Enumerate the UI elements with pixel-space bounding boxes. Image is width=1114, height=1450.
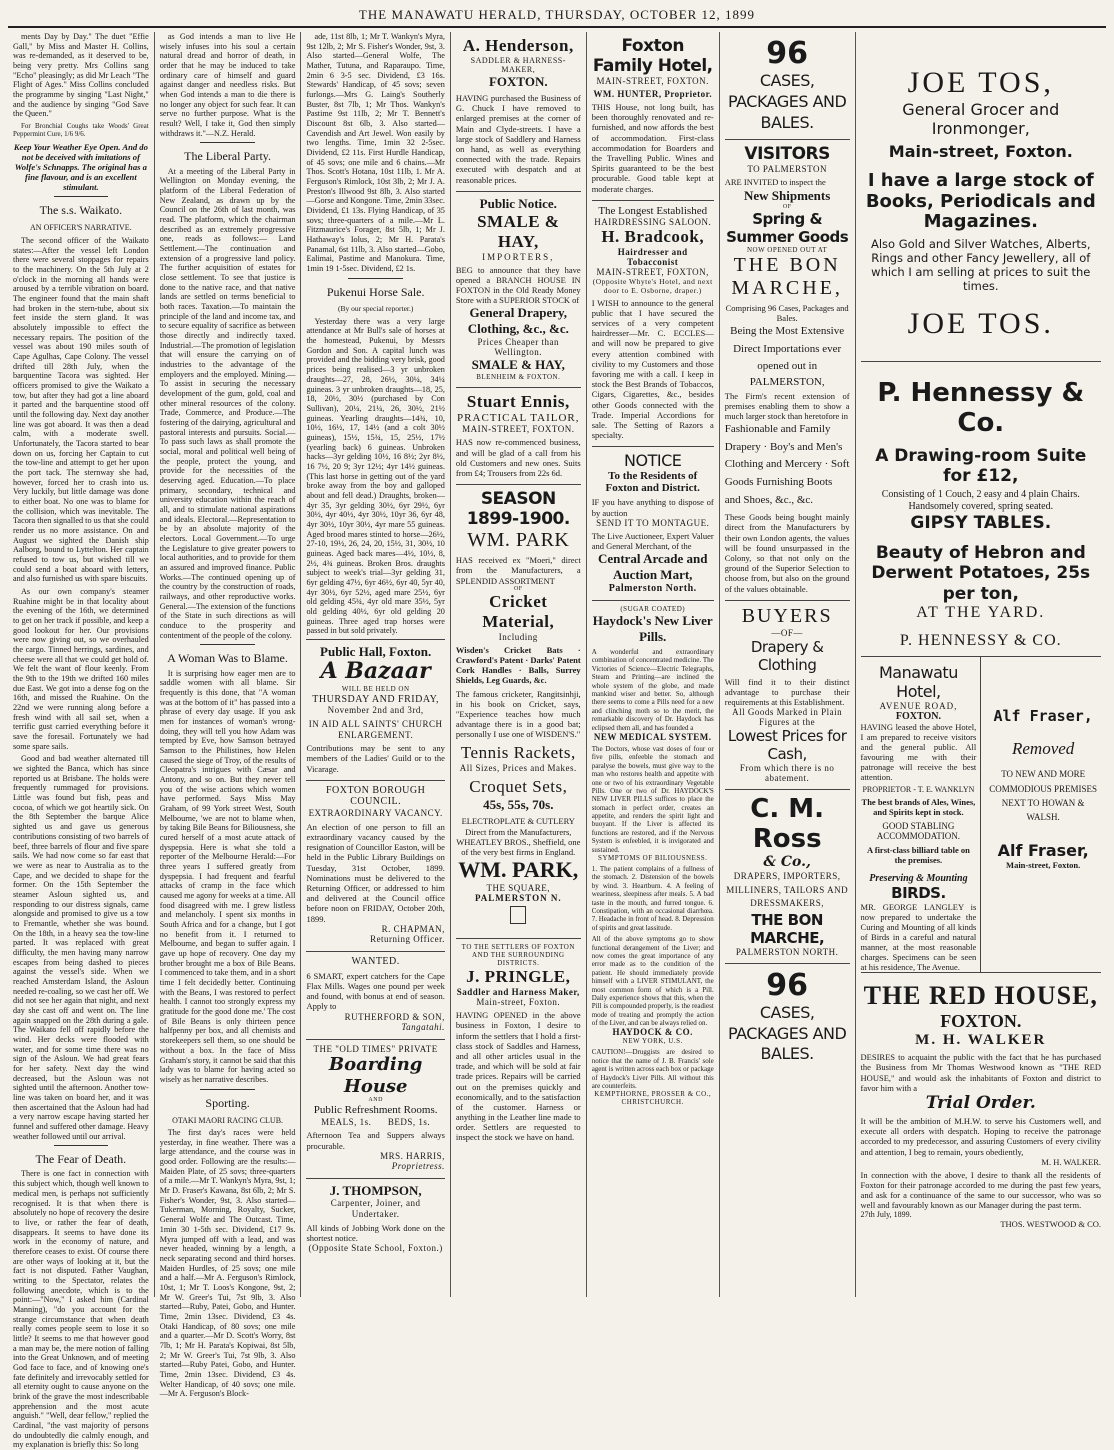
divider: [54, 1145, 108, 1146]
ad-text: New Shipments: [743, 187, 831, 203]
ad-signature: MRS. HARRIS,: [380, 1150, 445, 1161]
column-7: [856, 32, 1106, 1297]
ad-text: THE "OLD TIMES" PRIVATE: [313, 1043, 438, 1054]
ad-text: Hairdresser and Tobacconist: [617, 246, 688, 267]
ad-text: SADDLER & HARNESS-MAKER,: [470, 56, 566, 74]
ad-headline: BIRDS.: [891, 884, 946, 903]
ad-headline: GIPSY TABLES.: [910, 513, 1052, 534]
ad-text: PALMERSTON,: [749, 375, 825, 388]
ad-joe-tos: [861, 32, 1101, 362]
ad-text: WILL BE HELD ON: [341, 685, 410, 694]
article-text: as God intends a man to live He wisely infuses into his soul a certain natural dread and horror of death, in order that he may be induced to take ordinary care of himself and guard against danger and needless risks. But when God intends a man to die there is no longer any object for such fear. It can serve no further purpose. What is the result? Well, I take it, God then simply withdraws it."—N.Z. Herald.: [159, 32, 296, 138]
ad-text: MAIN-STREET, FOXTON,: [596, 266, 709, 277]
ad-text: OF: [782, 203, 792, 210]
ad-text: Public Refreshment Rooms.: [313, 1103, 438, 1116]
article-headline: The Liberal Party.: [184, 149, 271, 164]
ad-text: (Opposite State School, Foxton.): [308, 1243, 443, 1253]
article-subheadline: OTAKI MAORI RACING CLUB.: [172, 1115, 284, 1125]
ad-text: A first-class billiard table on the premises.: [866, 845, 970, 866]
ad-text: GOOD STABLING ACCOMMODATION.: [876, 821, 961, 842]
ad-buyers: [725, 601, 850, 791]
ad-body: In connection with the above, I desire to thank all the residents of Foxton for their patronage accorded to me during the past few years, and ask for a continuance of the same to our successor, who was so well and favourably known as our Manager during the past term.: [860, 1169, 1102, 1211]
ad-headline: Beauty of Hebron and Derwent Potatoes, 25s per ton,: [871, 543, 1091, 604]
ad-title: J. PRINGLE,: [466, 967, 571, 987]
ad-headline: Trial Order.: [925, 1092, 1036, 1113]
ad-headline: The Longest Established: [598, 204, 708, 217]
ad-boarding-house: [306, 1040, 444, 1179]
ad-headline: EXTRAORDINARY VACANCY.: [308, 808, 443, 819]
ad-body: Will find it to their distinct advantage to purchase their requirements at this Establishment.: [724, 676, 850, 708]
ad-foxton-family-hotel: [592, 32, 714, 201]
ad-text: MEALS, 1s. BEDS, 1s.: [321, 1116, 431, 1127]
ad-headline: Removed: [1011, 739, 1075, 759]
ad-title: JOE TOS.: [907, 307, 1054, 341]
ad-signature: THOS. WESTWOOD & CO.: [1000, 1219, 1102, 1230]
ad-text: (Opposite Whyte's Hotel, and next door to E. Osborne, draper.): [592, 276, 713, 295]
column-4: [451, 32, 587, 1297]
ad-title: SMALE & HAY,: [477, 211, 560, 251]
ad-text: BLENHEIM & FOXTON.: [476, 373, 561, 382]
ad-signature: Returning Officer.: [370, 934, 445, 945]
ad-title: Haydock's New Liver Pills.: [592, 613, 713, 645]
ad-text: The best brands of Ales, Wines, and Spirits kept in stock.: [861, 797, 976, 818]
column-3: [301, 32, 450, 1297]
ad-text: Saddler and Harness Maker,: [456, 987, 580, 998]
ad-96-cases-bottom: [725, 964, 850, 1071]
ad-text: SEND IT TO MONTAGUE.: [596, 517, 710, 528]
ad-text: NEW YORK, U.S.: [622, 1037, 683, 1046]
ad-signature: RUTHERFORD & SON,: [344, 1011, 445, 1022]
article-text: The first day's races were held yesterday, in fine weather. There was a large attendance, and the course was in good order. Following are the results:— Maiden Plate, of 25 sovs; three-quarters of a mile.—Mr T. Wankyn's Myra, 9st, 1; Mr D. Fraser's Kawana, 8st 6lb, 2; Mr S. Fisher's Wonder, 9st, 3. Also started—Tukerman, Morning, Royalty, Sucker, General Wolfe and The Outcast. Time, 1min 30 1-5th sec. Dividend, £17 9s. Myra jumped off with a lead, and was never headed, winning by a length, a neck separating second and third horses. Maiden Hurdles, of 25 sovs; one mile and a half.—Mr A. Ferguson's Rimlock, 10st, 1; Mr T. Loos's Kongone, 9st, 2; Mr W. Greer's Tui, 7st 9lb, 3. Also started—Ruby, Patei, Gobo, and Hunter. Time, 2min 13sec. Dividend, £3 4s. Otaki Handicap, of 80 sovs; one mile and a quarter.—Mr D. Scott's Worry, 8st 7lb, 1; Mr H. Parata's Kopiwai, 8st 5lb, 2; Mr W. Greer's Tui, 7st 9lb, 3. Also started—Ruby Patei, Gobo, and Hunter. Time, 2min 13sec. Dividend, £3 4s. Welter Handicap, of 40 sovs; one mile.—Mr A. Ferguson's Block-: [159, 1128, 296, 1399]
ad-signature: KEMPTHORNE, PROSSER & CO., CHRISTCHURCH.: [594, 1090, 712, 1107]
ad-headline: BUYERS: [741, 604, 833, 627]
article-headline: A Woman Was to Blame.: [167, 651, 288, 666]
ad-text: HAIRDRESSING SALOON.: [594, 216, 712, 227]
ad-body: Wisden's Cricket Bats · Crawford's Patent · Darks' Patent Cork Handles · Balls, Surrey Shields, Leg Guards, &c.: [455, 644, 581, 686]
ad-text: FOXTON.: [895, 711, 941, 723]
ad-text: PROPRIETOR - T. E. WANKLYN: [862, 785, 975, 795]
ad-hennessy: [861, 362, 1101, 657]
ad-text: NOW OPENED OUT AT: [746, 245, 828, 254]
ad-text: FOXTON.: [940, 1011, 1022, 1032]
ad-body: The famous cricketer, Rangitsinhji, in his book on Cricket, says, "Experience teaches how much advantage there is in a good bat; personally I use one of WISDEN'S.": [455, 688, 581, 740]
ad-wanted: [306, 952, 444, 1040]
ad-headline: NOTICE: [624, 451, 682, 471]
ad-text: FOXTON.: [488, 74, 548, 89]
ad-body: A wonderful and extraordinary combination of concentrated medicine. The Victories of Science—Electric Telegraphs, Steam and Printing—are inclined the whole system of the globe, and made mankind wiser and better. So, although there seems to come a Pills need for a new and clinching moth so to the merit, the remarkable discovery of Dr. Haydock has eclipsed them all, and has founded a: [591, 648, 714, 732]
columns: [8, 32, 1106, 1450]
article-text: Good and bad weather alternated till we sighted the Banca, which has since reported us at Brisbane. The holds were frequently rummaged for provisions. Little was found but fish, peas and cocoa, of which we got heartily sick. On the 8th September the barque Alice sighted us and gave us generous contributions consisting of two barrels of beef, three barrels of flour and five spare sails. We had now come so far east that we were as near to Australia as to the Cape, and we decided to shape for the former. On the 15th September the steamer Asloun sighted us, and responding to our distress signals, came alongside and promised to give us a tow to Fremantle, whether she was bound. On the 18th, in a heavy sea the tow-line parted. It was replaced with great difficulty, the men having many narrow escapes from being dashed to pieces against the vessel's side. When we reached Amsterdam Island, the Asloun needed re-coaling, so we cast her off. We did not see her again that night, and next day she cast off and went on. The line again snapped on the 28th during a gale. The Waikato fell off rapidly before the wind. Her decks were flooded with water, and for some time there was no sign of the Asloun. We had great fears for her safety. Next day the wind decreased, but the Asloun was not sighted until the afternoon. Another tow-line was taken on board her, and it was then ascertained that the Asloun had had a very narrow escape having started her funnel and suffered other damage. Heavy weather followed until our arrival.: [13, 754, 149, 1141]
ad-text: MAIN-STREET, FOXTON.: [462, 424, 575, 435]
ad-title: Stuart Ennis,: [466, 392, 570, 412]
ad-stuart-ennis: [456, 388, 581, 485]
ad-title: WM. PARK,: [458, 857, 579, 883]
ad-headline: A Bazaar: [320, 658, 431, 685]
ad-body: TO NEW AND MORE COMMODIOUS PREMISES NEXT TO HOWAN & WALSH.: [989, 769, 1098, 823]
ad-text: Including: [498, 631, 538, 642]
ad-body: HAS now re-commenced business, and will be glad of a call from his old Customers and new ones. Suits from £4; Trousers from 22s 6d.: [455, 437, 581, 478]
ad-title: H. Bradcook,: [601, 226, 705, 246]
ad-text: CASES, PACKAGES AND BALES.: [727, 71, 847, 132]
ad-body: DESIRES to acquaint the public with the fact that he has purchased the Business from Mr Thomas Westwood known as "THE RED HOUSE," and would ask the inhabitants of Foxton and district to favor him with a: [860, 1052, 1102, 1093]
ad-text: General Drapery, Clothing, &c., &c.: [467, 305, 569, 337]
column-1: [8, 32, 155, 1450]
ad-body: The Firm's recent extension of premises enabling them to show a much larger stock than heretofore in: [724, 390, 850, 422]
ad-text: & Co.,: [763, 854, 811, 871]
ad-body: 1. The patient complains of a fullness of the stomach. 2. Distension of the bowels by wind. 3. Heartburn. 4. A feeling of weariness, sleepiness after meals. 5. A bad taste in the mouth, and furred tongue. 6. Constipation, with an occasional diarrhœa. 7. Headache in front of head. 8. Depression of spirits and great lassitude.: [591, 865, 714, 932]
ad-borough-council: [306, 781, 444, 952]
article-text: It is surprising how eager men are to saddle women with all blame. Sir frequently is this done, that "A woman was at the bottom of it" has passed into a phrase of every day usage. If you ask men for instances of woman's wrong-doing, they will tell you how Adam was tempted by Eve, how Samson betrayed Samson to the Philistines, how Helen caused the siege of Troy, of the results of Cleopatra's intrigues with Cæsar and Antony, and so on. But they never tell you of the wise actions which women have performed. Says Miss May Graham, of 99 York street West, South Melbourne, 'we are not to blame when, by taking Bile Beans for Biliousness, she cured herself of a most acute attack of dyspepsia. Here is what she told a reporter of the Melbourne Herald:—For three years I suffered greatly from dyspepsia. I had frequent and fearful attacks of cramp in the face which caused me agony for weeks at a time. All food disagreed with me. I grew listless and melancholy. I spent six months in South Africa and for a change, but I got no benefit from it. I returned to Melbourne, and began to suffer again. I gave up hope of recovery. One day my brother brought me a box of Bile Beans. I commenced to take them, and in a short time I felt decidedly better. Continuing with the Beans, I was restored to perfect health. I cannot too strongly express my gratitude for the good done me.' The cost of Bile Beans is only thirteen pence halfpenny per box, and all chemists and storekeepers sell them, so one should be without a box. In the face of Miss Graham's story, it cannot be said that this lady was to blame for having acted so wisely as her narrative describes.: [159, 668, 296, 1084]
ad-body: HAVING purchased the Business of G. Chuck I have removed to enlarged premises at the corner of Main and Clyde-streets. I have a large stock of Saddlery and Harness on hand, as well as everything connected with the trade. Repairs executed with despatch and at reasonable prices.: [455, 93, 581, 185]
ad-body: BEG to announce that they have opened a BRANCH HOUSE IN FOXTON in the Old Ready Money Store with a SUPERIOR STOCK of: [455, 264, 581, 306]
ad-body: All of the above symptoms go to show functional derangement of the Liver; and now comes the great importance of any error made as to the condition of the patient. He should immediately provide himself with a LIVER STIMULANT, the most common form of which is a Pill. Daily experience shows that this, when the Pill is compounded properly, is the readiest mode of treating and promptly the action of the Liver, and can be always relied on.: [591, 935, 714, 1028]
ad-body: I WISH to announce to the general public that I have secured the services of a very competent hairdresser—Mr. C. ECCLES—and will now be prepared to give every attention combined with civility to my Customers and those favoring me with a call. I keep in stock the Best Brands of Tobaccos, Cigars, Cigarettes, &c., besides other Goods connected with the Trade. Imperial Accordions for sale. The Setting of Razors a specialty.: [591, 297, 714, 441]
ad-text: General Grocer and Ironmonger,: [902, 100, 1060, 138]
ad-text: —OF—: [771, 627, 803, 638]
article-text: The second officer of the Waikato states:—After the vessel left London there were several stoppages for repairs to the machinery. On the 5th July at 2 o'clock in the morning all hands were aroused by a terrible vibration on board. The engineer found that the main shaft had broken in the stern-tube, about six feet inside the stern gland. It was absolutely impossible to effect the necessary repairs. The position of the vessel was about 190 miles south of Cape Agulhas, Cape Colony. The vessel drifted till 28th July, when the barquentine Tacora was sighted. Her officers promised to give the Waikato a tow, but after they had got a line aboard it parted and the barquentine stood off until the following day. Next day another line was got aboard. It was then a dead calm, with a moderate swell. Unfortunately, the Tacora started to bear down on us, forcing her Captain to cut the tow-line and attempt to get her upon the port tack. The sternway she had, however, forced her to crash into us. Very luckily, but little damage was done to either boat. No one was to blame for the collision, which was inevitable. The Tacora then signalled to us that she could render us no more assistance. On and August we sighted the Danish ship Aalborg, bound to Lyttelton. Her captain refused to tow us, but wished till we could send a boat aboard with letters, and also furnished us with spare biscuits.: [13, 235, 149, 584]
ad-henderson: [456, 32, 581, 192]
article-text: Yesterday there was a very large attendance at Mr Bull's sale of horses at the homestead, Pukenui, by Messrs Gordon and Son. A capital lunch was provided and the bidding very brisk, good prices being realised—3 yr unbroken draughts—27, 28, 26½, 30¼, 34¼ guineas. 3 yr unbroken draughts—18, 25, 18, 20½, 30½ (purchased by Con Sullivan), 20¼, 21¼, 26, 30½, 21½ guineas. Yearling draughts—14¾, 10, 10½, 16½, 17, 14½ (and a colt 30½ guineas), 15½, 15¾, 15, 25½, 17½ (yearling back) 6 guineas. Unbroken hacks—3yr gelding 10½, 16 8½; 2yr 8½, 16 7½, 20 9; 3yr 12½; 4yr 14½ guineas. (This last horse in getting out of the yard broke away from the boy and galloped about and fell dead.) Draughts, broken—4yr 35, 3yr gelding 30½, 6yr 29½, 6yr 30½, 4yr 40½, 4yr 30½, 10yr 36, 6yr 48, 4yr 30½, 10yr 30½, 4yr mare 55 guineas. Aged brood mares stinted to horse—26½, 27-10, 19½, 26, 24, 20, 15½, 31, 30½, 10 guineas. Aged back mares—4½, 10½, 8, 2½, 4¾ guineas. Broken Bros. draughts subject to week's trial—3yr gelding 31, 6yr gelding 47½, 6yr 46½, 6yr 40, 5yr 40, 4yr 30½, 6yr 52½, aged mare 25½, 6yr old gelding 45¾, 4yr old mare 35½, 5yr old gelding 40½, 6yr old gelding 20 guineas. Three aged trap horses were passed in but sold privately.: [306, 316, 445, 636]
ad-body: MR. GEORGE LANGLEY is now prepared to undertake the Curing and Mounting of all kinds of Birds in a careful and natural manner, at the most reasonable charges. Specimens can be seen at his residence, The Avenue.: [860, 902, 977, 973]
ad-body: Comprising 96 Cases, Packages and Bales.: [725, 302, 849, 323]
ad-signature: Proprietress.: [391, 1161, 445, 1172]
ad-text: All Goods Marked in Plain Figures at the: [732, 707, 843, 728]
article-headline: The Fear of Death.: [35, 1152, 127, 1167]
ad-text: AVENUE ROAD,: [879, 701, 958, 712]
ad-headline: SEASON 1899-1900.: [466, 489, 570, 530]
ad-text: 45s, 55s, 70s.: [483, 797, 554, 813]
divider: [200, 1089, 254, 1090]
ad-text: TO PALMERSTON: [747, 164, 827, 175]
ad-text: SYMPTOMS OF BILIOUSNESS.: [598, 854, 708, 863]
ad-body: All kinds of Jobbing Work done on the shortest notice.: [306, 1222, 445, 1243]
ad-title: P. HENNESSY & CO.: [899, 632, 1062, 650]
ad-text: PALMERSTON NORTH.: [735, 946, 839, 957]
masthead-title: THE MANAWATU HERALD, THURSDAY, OCTOBER 12, 1899: [358, 7, 756, 22]
ad-text: CASES, PACKAGES AND BALES.: [727, 1002, 847, 1064]
article-headline: Pukenui Horse Sale.: [326, 284, 425, 299]
article-text: As our own company's steamer Ruahine might be in that locality about the evening of the 16th, we determined to get on her track if possible, and keep a good lookout for her. Our provisions were now giving out, so we overhauled the cargo. Tinned herrings, sardines, and cheese were all that we could get hold of. We felt the want of flour keenly. From the 9th to the 19th we drifted 160 miles due East. We got into a dense fog on the 16th, and missed the Ruahine. On the 22nd we were running along before a fresh wind with all sail set, when a terrific gust carried everything before it save the foresail. Fortunately we had some spare sails.: [13, 587, 149, 751]
ad-body: HAVING leased the above Hotel, I am prepared to receive visitors and the general public. All favouring me with their patronage will receive the best attention.: [860, 722, 977, 783]
ad-title: WANTED.: [351, 955, 400, 967]
ad-body: HAS received ex "Moeri," direct from the Manufacturers, a SPLENDID ASSORTMENT: [455, 555, 581, 586]
ad-headline: Drapery & Clothing: [750, 637, 824, 674]
ad-text: To the Residents of Foxton and District.: [605, 470, 700, 495]
article-text: There is one fact in connection with this subject which, though well known to medical men, is perhaps not sufficiently recognised. It is that when there is absolutely no hope of recovery the desire to live, or rather the fear of death, disappears. It seems to have done its work in the economy of nature, and therefore ceases to exist. Of course there are other ways of looking at it, but the fact is not disputed. Father Vaughan, writing to the Spectator, relates the following anecdote, which is to the point:—"Now," I asked him (Cardinal Manning), "do you account for the strange circumstance that when death really comes people seem to lose it so little? It seems to me that however good a man may be, the mere notion of falling into the Great Unknown, and of meeting God face to face, and of knowing one's fate definitely and irrevocably settled for all eternity ought to cause anyone on the brink of the grave the most indescribable apprehension and the most acute anguish." "Well, dear fellow," replied the Cardinal, "the vast majority of persons do undoubtedly die calmly enough, and my explanation is briefly this: So long: [13, 1169, 149, 1450]
ad-headline: Boarding House: [328, 1054, 423, 1097]
ad-date: 27th July, 1899.: [860, 1210, 912, 1220]
ad-title: SMALE & HAY,: [471, 357, 565, 373]
ad-alf-fraser: [981, 657, 1101, 972]
ad-cm-ross: [725, 790, 850, 964]
article-text: At a meeting of the Liberal Party in Wellington on Monday evening, the platform of the Liberal Federation of New Zealand, as drawn up by the Council on the 26th of last month, was read. The platform, which the chairman described as an extremely progressive one, reads as follows:— Land Settlement.—The continuation and extension of a progressive land policy. The further acquisition of estates for close settlement. To see that justice is done to the native race, and that native lands are settled on terms beneficial to both races. Taxation.—To maintain the principle of the land and income tax, and to secure equality of sacrifice as between those directly and indirectly taxed. Industrial.—The promotion of legislation that will ensure the carrying on of industries to the advantage of the employers and the employed. Mining.—To assist in securing the necessary development of the gum, gold, coal and other mineral resources of the colony. Trade, Commerce, and Produce.—The fostering of the dairying, agricultural and pastoral interests and pursuits. Social.—To pass such laws as shall promote the social, moral and political well being of the people, protect the young, and provide for the necessities of the deserving aged. Education.—To place primary, secondary, technical and university education within the reach of all, and to stimulate national aspirations and ideals. Electoral.—Representation to be by an absolute majority of the electors. Local Government.—To urge the Legislature to give greater powers to local authorities, and to provide for them an assured and improved finance. Public Works.—The continued opening up of the country by the construction of roads, railways, and other reproductive works. General.—The extension of the functions of the State in such directions as will conduce to the prosperity and contentment of the people of the colony.: [159, 166, 296, 640]
ad-body: Contributions may be sent to any members of the Ladies' Guild or to the Vicarage.: [306, 743, 445, 774]
ad-bradcook: [592, 201, 714, 448]
ad-headline: Preserving & Mounting: [869, 873, 968, 885]
ad-text: M. H. WALKER: [915, 1032, 1047, 1049]
ad-headline: Croquet Sets,: [469, 777, 568, 797]
article-text: ade, 11st 8lb, 1; Mr T. Wankyn's Myra, 9st 12lb, 2; Mr S. Fisher's Wonder, 9st, 3. Also started—General Wolfe, The Mather, Tutuna, and Raparaupo. Time, 2min 6 3-5 sec. Dividend, £3 16s. Stewards' Handicap, of 45 sovs; seven furlongs.—Mrs G. Laing's Southerly Buster, 8st 7lb, 1; Mr Thos. Wankyn's Pastime 9st 11lb, 2; Mr T. Bennett's Discount 8st 6lb, 3. Also started—Cavendish and Art Jewel. Won easily by two lengths. Time, 1min 32 2-5sec. Dividend, £2 11s. First Hurdle Handicap, of 45 sovs; one mile and 6 chains.—Mr Thos. Scott's Hotana, 10st 11lb, 1. Mr A. Ferguson's Rimlock, 10st 3lb, 2; Mr J. A. Preston's Illwood 9st 8lb, 3. Also started—Gorse and Kongone. Time, 2min 33sec. Dividend, £1 13s. Flying Handicap, of 35 sovs; three-quarters of a mile.—Mr L. Fitzmaurice's Forager, 8st 5lb, 1; Mr J. Hathaway's Iolus, 2; Mr H. Parata's Panamal, 6st 11lb, 3. Also started—Gobo, Ealimai, Pastime and Manokura. Time, 1min 19 1-5sec. Dividend, £2 1s.: [306, 32, 445, 274]
ad-text: NEW MEDICAL SYSTEM.: [593, 731, 712, 742]
ad-96-cases-top: [725, 32, 850, 140]
ad-title: WM. PARK: [467, 529, 570, 552]
column-2: [155, 32, 302, 1399]
ad-headline: Cricket Material,: [482, 591, 555, 631]
ad-text: Main-street, Foxton.: [476, 997, 561, 1008]
masthead: [8, 4, 1106, 28]
ad-haydock-pills: [592, 601, 714, 1112]
ad-headline: VISITORS: [744, 144, 830, 165]
ad-text: TO THE SETTLERS OF FOXTON AND THE SURROUNDING DISTRICTS.: [461, 943, 575, 968]
ad-headline: THE BON MARCHE,: [750, 910, 825, 947]
ad-text: THE SQUARE,: [486, 883, 551, 894]
divider: [200, 644, 254, 645]
ad-signature: M. H. WALKER.: [1041, 1156, 1102, 1167]
ad-text: MAIN-STREET, FOXTON.: [596, 76, 709, 86]
ad-title: Manawatu Hotel,: [878, 663, 958, 702]
ad-number: 96: [766, 36, 809, 71]
ad-text: Being the Most Extensive Direct Importations ever opened out in: [730, 324, 845, 373]
ad-title: Foxton Family Hotel,: [592, 36, 713, 76]
ad-body: Also Gold and Silver Watches, Alberts, Rings and other Fancy Jewellery, all of which I am selling at prices to suit the times.: [870, 237, 1091, 294]
ad-body: 6 SMART, expert catchers for the Cape Flax Mills. Wages one pound per week and found, with bonus at end of season. Apply to: [306, 970, 445, 1012]
ad-title: J. THOMPSON,: [329, 1183, 422, 1199]
ad-wm-park-cricket: [456, 485, 581, 939]
ad-headline: I have a large stock of Books, Periodicals and Magazines.: [865, 170, 1096, 233]
article-headline: The s.s. Waikato.: [39, 203, 123, 218]
ad-title: THE BON MARCHE,: [731, 253, 843, 299]
ad-text: Carpenter, Joiner, and Undertaker.: [330, 1198, 421, 1220]
ad-text: Prices Cheaper than Wellington.: [477, 337, 560, 358]
divider: [200, 142, 254, 143]
ad-red-house: [861, 972, 1101, 1235]
ad-text: THURSDAY AND FRIDAY,: [312, 693, 440, 705]
ad-body: ELECTROPLATE & CUTLERY Direct from the Manufacturers, WHEATLEY BROS., Sheffield, one of the very best firms in England.: [456, 816, 581, 857]
ad-title: A. Henderson,: [462, 36, 574, 55]
ad-title: FOXTON BOROUGH COUNCIL.: [326, 784, 426, 808]
ad-bazaar: [306, 639, 444, 781]
ad-title: JOE TOS,: [907, 66, 1054, 99]
ad-text: Palmerston North.: [608, 583, 697, 595]
ad-smale-hay: [456, 192, 581, 389]
ad-text: HAYDOCK & CO.: [612, 1027, 693, 1038]
ad-bon-marche: [725, 140, 850, 600]
ad-title: P. Hennessy & Co.: [877, 378, 1085, 439]
ad-text: WM. HUNTER, Proprietor.: [593, 89, 713, 99]
article-subheadline: (By our special reporter.): [337, 303, 414, 313]
ad-body: These Goods being bought mainly direct from the Manufacturers by their own London agents, the values will be found unsurpassed in the Colony, so that not only on the ground of the Superior Selection to choose from, but also on the ground of the values obtainable.: [724, 512, 850, 594]
ad-title: Public Hall, Foxton.: [320, 643, 432, 659]
ad-text: Main-street, Foxton.: [888, 142, 1073, 161]
ad-signature: R. CHAPMAN,: [381, 923, 445, 934]
ad-body: An election of one person to fill an extraordinary vacancy caused by the resignation of Councillor Easton, will be held in the Public Library Buildings on Tuesday, 31st October, 1899. Nominations must be delivered to the Returning Officer, or addressed to him and delivered at the Council office before noon on FRIDAY, October 20th, 1899.: [306, 821, 445, 924]
ad-text: Main-street, Foxton.: [1006, 859, 1081, 870]
ad-text: OF: [513, 585, 523, 592]
notice-text: For Bronchial Coughs take Woods' Great Peppermint Cure, 1/6 9/6.: [13, 122, 149, 139]
ad-headline: Lowest Prices for Cash,: [727, 727, 847, 764]
ad-title: Alf Fraser,: [993, 707, 1093, 726]
ad-row-split: [861, 657, 1101, 972]
divider: [54, 196, 108, 197]
ad-body: Afternoon Tea and Suppers always procurable.: [306, 1130, 445, 1151]
column-5: [587, 32, 720, 1297]
ad-text: PRACTICAL TAILOR,: [457, 412, 580, 425]
ad-thompson: [306, 1179, 444, 1260]
ad-body: It will be the ambition of M.H.W. to serve his Customers well, and execute all orders with despatch. Hoping to receive the patronage accorded to my predecessor, and assuring Customers of every civility and attention, I beg to remain, yours obediently,: [860, 1115, 1102, 1157]
ad-text: IMPORTERS,: [482, 251, 555, 262]
ad-headline: Spring & Summer Goods: [726, 209, 849, 246]
ad-number: 96: [766, 967, 809, 1003]
ad-body: THIS House, not long built, has been thoroughly renovated and re-furnished, and now affords the best of accommodation. First-class accommodation for Boarders and the Travelling Public. Wines and Spirits guaranteed to be the best procurable. Good table kept at moderate charges.: [591, 102, 714, 194]
ad-text: AND: [368, 1096, 383, 1103]
ad-text: From which there is no abatement.: [739, 763, 835, 784]
ad-text: DRAPERS, IMPORTERS, MILLINERS, TAILORS AND DRESSMAKERS,: [726, 871, 849, 909]
ad-body: IF you have anything to dispose of by auction: [591, 497, 714, 518]
hand-pointer-icon: [510, 906, 526, 924]
ad-text: November 2nd and 3rd,: [327, 705, 424, 716]
ad-title: THE RED HOUSE,: [863, 981, 1098, 1011]
ad-title: C. M. Ross: [750, 794, 825, 855]
ad-text: All Sizes, Prices and Makes.: [459, 763, 577, 774]
ad-headline: Tennis Rackets,: [460, 743, 576, 763]
ad-montague-notice: [592, 447, 714, 601]
ad-headline: A Drawing-room Suite for £12,: [875, 446, 1087, 487]
ad-body: CAUTION!—Druggists are desired to notice that the name of J. B. Francis' sole agent is written across each box or package of Haydock's Liver Pills. All without this are counterfeits.: [591, 1048, 714, 1091]
ad-body: ARE INVITED to inspect the: [724, 177, 826, 188]
ad-body: HAVING OPENED in the above business in Foxton, I desire to inform the settlers that I hold a first-class stock of Saddles and Harness, and all other articles usual in the trade, and which will be sold at fair trade prices. Repairs will be carried out on the premises quickly and economically, and to the satisfaction of the customer. Harness or anything in the Leather line made to order. Settlers are requested to inspect the stock we have on hand.: [455, 1010, 581, 1143]
ad-text: PALMERSTON N.: [474, 893, 562, 904]
ad-title: Alf Fraser,: [997, 840, 1089, 860]
ad-schnapps: Keep Your Weather Eye Open. And do not be deceived with imitations of Wolfe's Schnapps. The original has a fine flavour, and is an excellent stimulant.: [13, 141, 148, 193]
ad-pringle: [456, 939, 581, 1148]
article-text: ments Day by Day." The duet "Effie Gall," by Miss and Master H. Collins, was re-demanded, as it deserved to be, being very pretty. Mrs Collins sang "Echo" pleasingly; as did Mr Leach "The Flight of Ages." Miss Collins concluded the programme by singing "Last Night," and the audience by singing "God Save the Queen.": [13, 32, 149, 119]
ad-body: Consisting of 1 Couch, 2 easy and 4 plain Chairs. Handsomely covered, spring seated.: [881, 489, 1080, 513]
ad-manawatu-hotel: [861, 657, 982, 972]
ad-body: The Live Auctioneer, Expert Valuer and General Merchant, of the: [591, 530, 714, 551]
column-6: [720, 32, 856, 1297]
ad-text: Fashionable and Family Drapery · Boy's and Men's Clothing and Mercery · Soft Goods Furnishing Boots and Shoes, &c., &c.: [724, 423, 850, 506]
divider: [348, 278, 403, 279]
ad-signature: Tangatahi.: [401, 1022, 445, 1033]
ad-text: (SUGAR COATED): [620, 605, 686, 614]
article-subheadline: AN OFFICER'S NARRATIVE.: [30, 223, 132, 233]
ad-title: Central Arcade and Auction Mart,: [597, 551, 708, 583]
ad-text: AT THE YARD.: [916, 604, 1046, 622]
ad-text: IN AID ALL SAINTS' CHURCH ENLARGEMENT.: [308, 718, 443, 740]
ad-body: The Doctors, whose vast doses of four or five pills, enfeeble the stomach and paralyse the bowels, must give way to the man who restores health and appetite with one or two of his extraordinary Vegetable Pills. One or two of Dr. HAYDOCK'S NEW LIVER PILLS suffices to place the stomach in perfect order, creates an appetite, and renders the spirit light and buoyant. If the Liver is affected its functions are restored, and if the Nervous System is enfeebled, it is invigorated and sustained.: [591, 744, 714, 854]
ad-headline: Public Notice.: [479, 195, 557, 211]
article-headline: Sporting.: [205, 1095, 250, 1110]
